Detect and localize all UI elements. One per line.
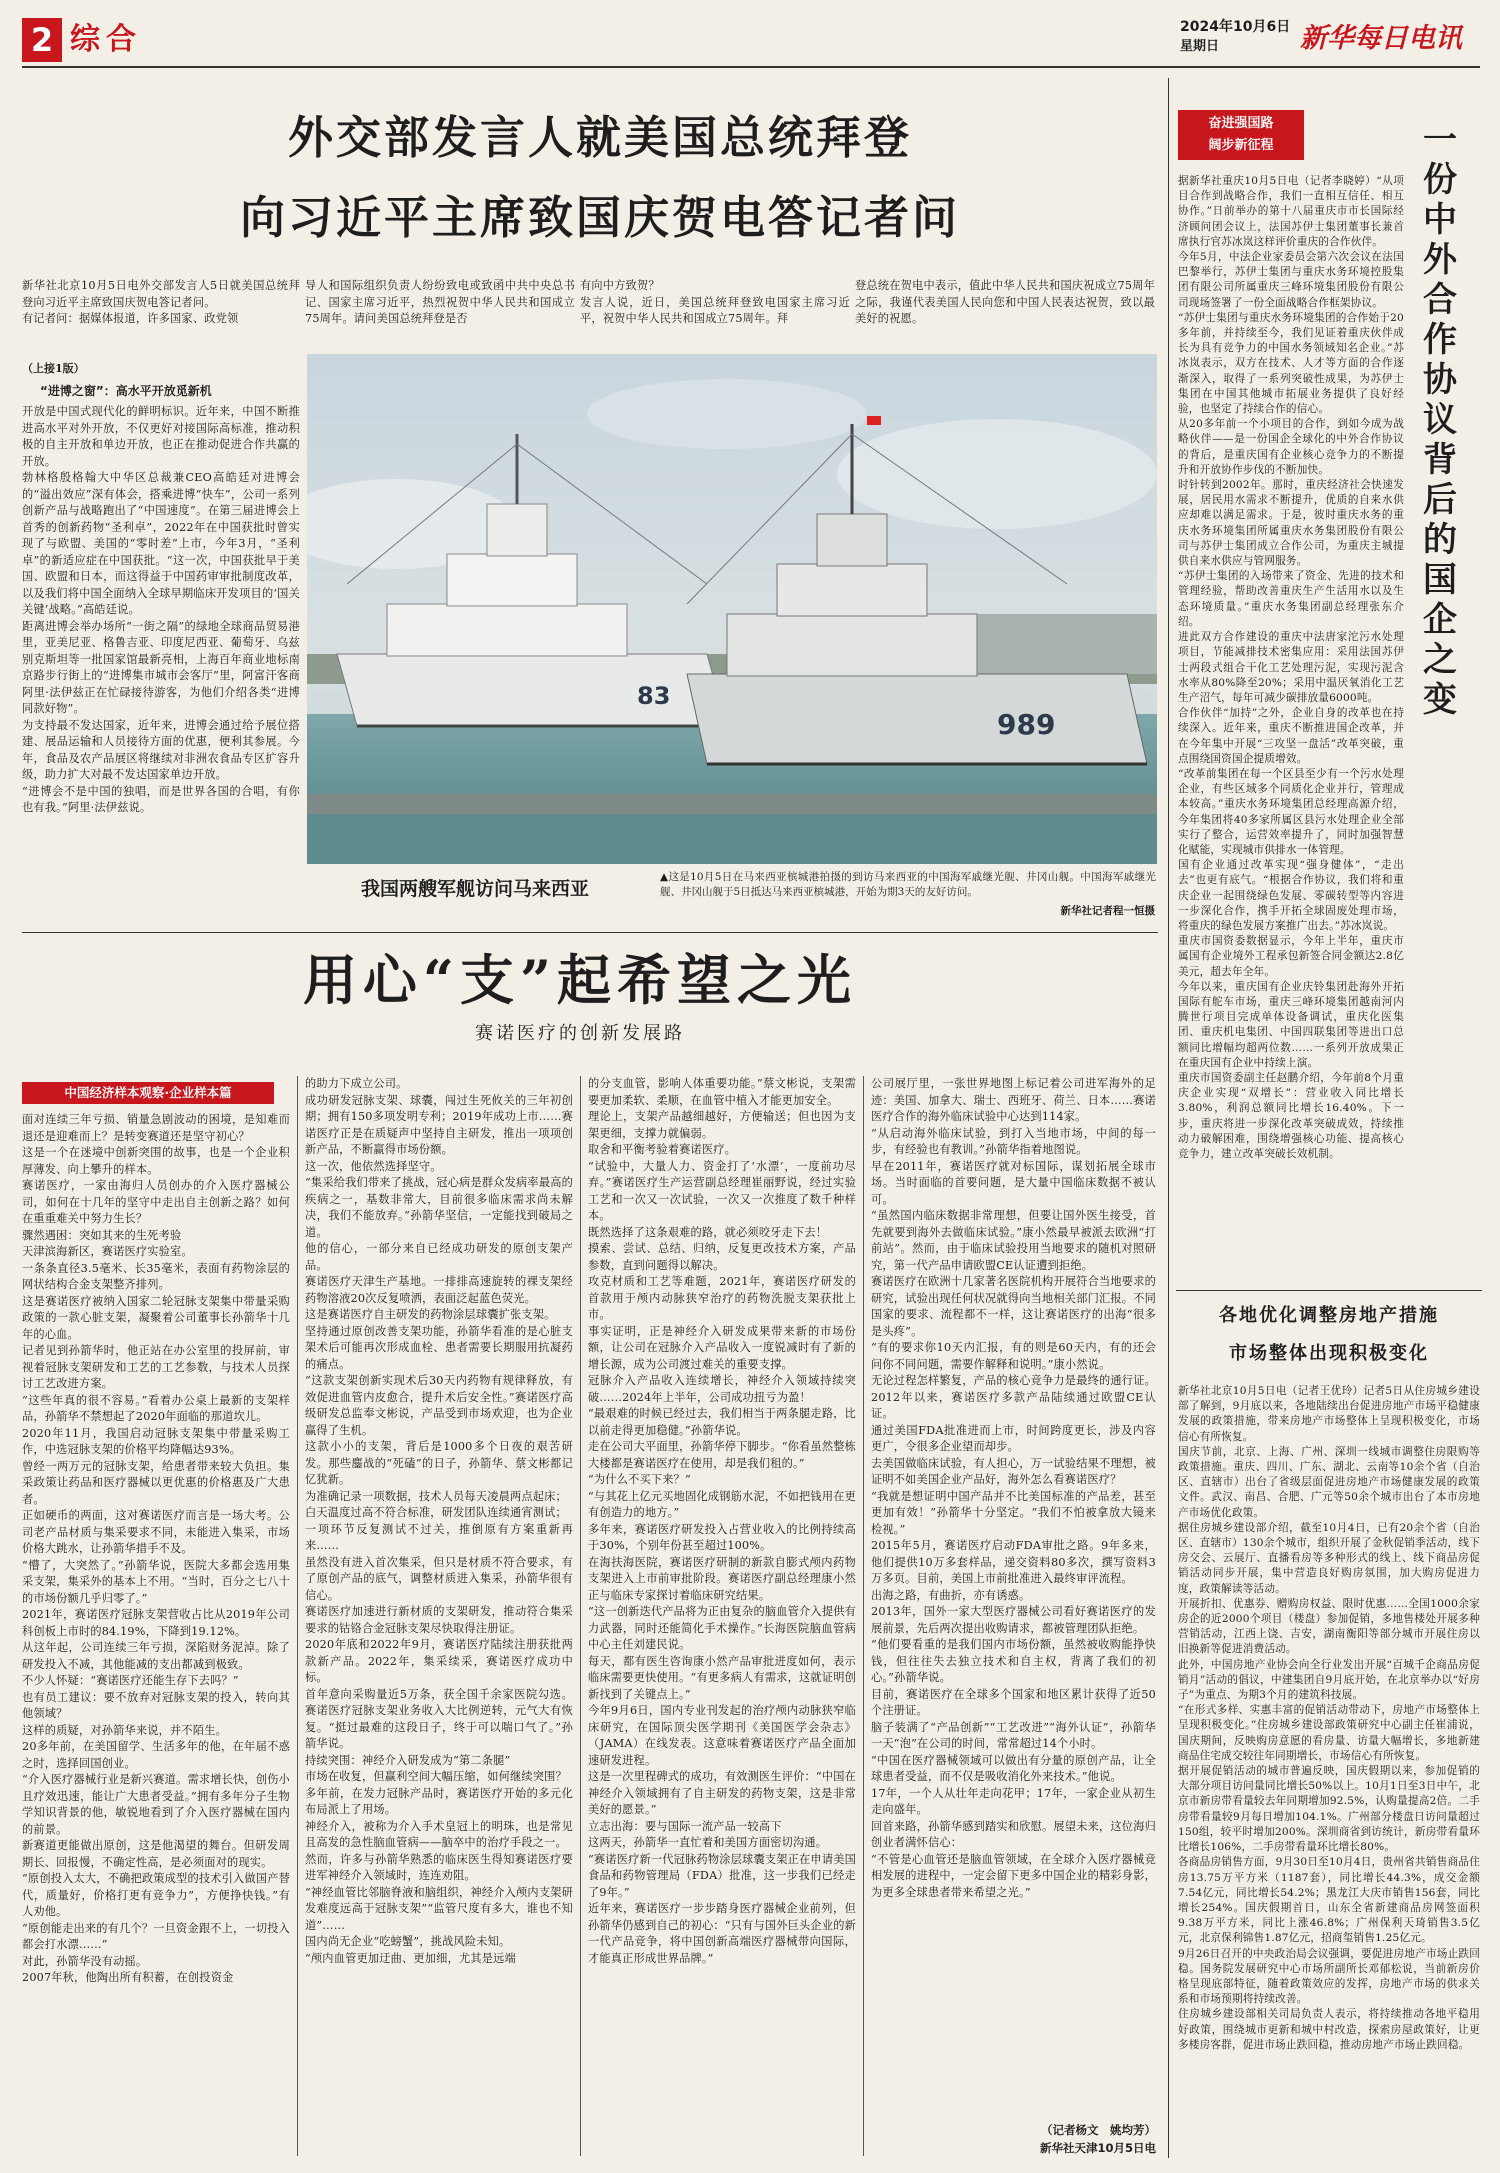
series-banner-line1: 奋进强国路 — [1208, 116, 1274, 131]
lead-body-col4: 登总统在贺电中表示，值此中华人民共和国庆祝成立75周年之际，我谨代表美国人民向您和中国人民表达祝贺，致以最美好的祝愿。 — [855, 279, 1155, 325]
right-story2-headline-line2: 市场整体出现积极变化 — [1229, 1343, 1429, 1364]
feature-headline: 用心“支”起希望之光 — [302, 948, 858, 1012]
photo-title: 我国两艘军舰访问马来西亚 — [360, 878, 589, 900]
right-story1-headline: 一份中外合作协议背后的国企之变 — [1423, 120, 1457, 720]
warship-photo — [307, 354, 1157, 864]
lead-headline-line1: 外交部发言人就美国总统拜登 — [287, 111, 912, 164]
left-story-heading: “进博之窗”：高水平开放觅新机 — [40, 384, 212, 398]
right-column-rule — [1168, 78, 1169, 2158]
continued-from-page1: （上接1版） — [22, 362, 85, 375]
photo-caption: ▲这是10月5日在马来西亚槟城港拍摄的到访马来西亚的中国海军戚继光舰、井冈山舰。中国海军戚继光舰、井冈山舰于5日抵达马来西亚槟城港，开始为期3天的友好访问。 — [660, 871, 1156, 898]
feature-body-col3: 的分支血管，影响人体重要功能。”蔡文彬说，支架需要更加柔软、柔顺，在血管中植入才能更加安全。 理论上，支架产品越细越好，方便输送；但也因为支架更细，支撑力就偏弱。 取舍和平衡考验着赛诺医疗。 “试验中，大量人力、资金打了‘水漂’，一度前功尽弃。”赛诺医疗生产运营副总经理崔丽野说，经过实验工艺和一次又一次试验，一次又一次推度了数千种样本。 既然选择了这条艰难的路，就必须咬牙走下去！ 摸索、尝试、总结、归纳，反复更改技术方案，产品参数，直到问题得以解决。 攻克材质和工艺等难题，2021年，赛诺医疗研发的首款用于颅内动脉狭窄治疗的药物洗脱支架获批上市。 事实证明，正是神经介入研发成果带来新的市场份额，让公司在冠脉介入产品收入一度锐减时有了新的增长源，成为公司渡过难关的重要支撑。 冠脉介入产品收入连续增长，神经介入领域持续突破……2024年上半年，公司成功扭亏为盈！ “最艰难的时候已经过去，我们相当于两条腿走路，比以前走得更加稳健。”孙箭华说。 走在公司大平面里，孙箭华停下脚步。“你看虽然整栋大楼都是赛诺医疗在使用，却是我们租的。” “为什么不买下来？” “与其花上亿元买地固化成钢筋水泥，不如把钱用在更有创造力的地方。” 多年来，赛诺医疗研发投入占营业收入的比例持续高于30%，个别年份甚至超过100%。 在海扶海医院，赛诺医疗研制的新款自膨式颅内药物支架进入上市前审批阶段。赛诺医疗副总经理康小然正与临床专家探讨着临床研究结果。 “这一创新迭代产品将为正由复杂的脑血管介入提供有力武器，同时还能简化手术操作。”长海医院脑血管病中心主任刘建民说。 每天，都有医生咨询康小然产品审批进度如何，表示临床需要更快使用。“有更多病人有需求，这就证明创新找到了关键点上。” 今年9月6日，国内专业刊发起的治疗颅内动脉狭窄临床研究，在国际顶尖医学期刊《美国医学会杂志》（JAMA）在线发表。这意味着赛诺医疗产品全面加速研发进程。 这是一次里程碑式的成功，有效测医生评价：“中国在神经介入领域拥有了自主研发的药物支架，这是非常美好的愿景。” 立志出海：要与国际一流产品一较高下 这两天，孙箭华一直忙着和美国方面密切沟通。 “赛诺医疗新一代冠脉药物涂层球囊支架正在申请美国食品和药物管理局（FDA）批准，这一步我们已经走了9年。” 近年来，赛诺医疗一步步踏身医疗器械企业前列，但孙箭华仍感到自己的初心：“只有与国外巨头企业的新一代产品竞争，将中国创新高端医疗器械带向国际，才能真正形成世界品牌。” — [588, 1077, 856, 1965]
masthead-date: 2024年10月6日 — [1180, 19, 1291, 35]
feature-body-col4: 公司展厅里，一张世界地图上标记着公司进军海外的足迹：美国、加拿大、瑞士、西班牙、荷兰、日本……赛诺医疗合作的海外临床试验中心达到114家。 “从启动海外临床试验，到打入当地市场，中间的每一步，有经验也有教训。”孙箭华指着地图说。 早在2011年，赛诺医疗就对标国际，谋划拓展全球市场。当时面临的首要问题，是大量中国临床数据不被认可。 “虽然国内临床数据非常理想，但要让国外医生接受，首先就要到海外去做临床试验。”康小然最早被派去欧洲“打前站”。然而，由于临床试验投用当地要求的随机对照研究，第一代产品申请欧盟CE认证遭到拒绝。 赛诺医疗在欧洲十几家著名医院机构开展符合当地要求的研究，试验出现任何状况就得向当地相关部门汇报。不同国家的要求、流程都不一样，这让赛诺医疗的出海“很多是头疼”。 “有的要求你10天内汇报，有的则是60天内，有的还会问你不同问题，需要作解释和说明。”康小然说。 无论过程怎样繁复，产品的核心竞争力是最终的通行证。2012年以来，赛诺医疗多款产品陆续通过欧盟CE认证。 通过美国FDA批准进而上市，时间跨度更长，涉及内容更广，令很多企业望而却步。 去美国做临床试验，有人担心，万一试验结果不理想，被证明不如美国企业产品好，海外怎么看赛诺医疗？ “我就是想证明中国产品并不比美国标准的产品差，甚至更加有效！”孙箭华十分坚定。“我们不怕被拿放大镜来检视。” 2015年5月，赛诺医疗启动FDA审批之路。9年多来，他们提供10万多套样品，递交资料80多次，撰写资料3万多页。目前，美国上市前批准进入最终审评流程。 出海之路，有曲折，亦有诱惑。 2013年，国外一家大型医疗器械公司看好赛诺医疗的发展前景，先后两次提出收购请求，都被管理团队拒绝。 “他们要看重的是我们国内市场份额，虽然被收购能挣快钱，但往往失去独立技术和自主权，背离了我们的初心。”孙箭华说。 目前，赛诺医疗在全球多个国家和地区累计获得了近50个注册证。 脑子装满了“产品创新”“工艺改进”“海外认证”，孙箭华一天“泡”在公司的时间，常常超过14个小时。 “中国在医疗器械领域可以做出有分量的原创产品，让全球患者受益，而不仅是吸收消化外来技术。”他说。 17年，一个人从壮年走向花甲；17年，一家企业从初生走向盛年。 回首来路，孙箭华感到踏实和欣慰。展望未来，这位海归创业者满怀信心： “不管是心血管还是脑血管领域，在全球介入医疗器械竞相发展的进程中，一定会留下更多中国企业的精彩身影，为更多全球患者带来希望之光。” — [871, 1077, 1156, 1899]
hull-number-left: 83 — [637, 682, 671, 710]
section-divider — [22, 932, 1158, 933]
masthead-rule — [22, 66, 1480, 68]
lead-body-col3: 有向中方致贺？ 发言人说，近日，美国总统拜登致电国家主席习近平，祝贺中华人民共和国成立75周年。拜 — [580, 279, 850, 325]
feature-body-col1: 面对连续三年亏损、销量急剧波动的困境，是知难而退还是迎难而上？是转变赛道还是坚守初心？ 这是一个在迷境中创新突围的故事，也是一个企业积厚薄发、向上攀升的样本。 赛诺医疗，一家由海归人员创办的介入医疗器械公司，如何在十几年的坚守中走出自主创新之路？如何在重重难关中努力生长？ 骤然遇困：突如其来的生死考验 天津滨海新区，赛诺医疗实验室。 一条条直径3.5毫米、长35毫米，表面有药物涂层的网状结构合金支架整齐排列。 这是赛诺医疗被纳入国家二轮冠脉支架集中带量采购政策的一款心脏支架，凝聚着公司董事长孙箭华十几年的心血。 记者见到孙箭华时，他正站在办公室里的投屏前，审视着冠脉支架研发和工艺的工艺参数，与技术人员探讨工艺改进方案。 “这些年真的很不容易。”看着办公桌上最新的支架样品，孙箭华不禁想起了2020年面临的那道坎儿。 2020年11月，我国启动冠脉支架集中带量采购工作，中选冠脉支架的价格平均降幅达93%。 曾经一两万元的冠脉支架，给患者带来较大负担。集采政策让药品和医疗器械以更优惠的价格惠及广大患者。 正如硬币的两面，这对赛诺医疗而言是一场大考。公司老产品材质与集采要求不同，未能进入集采，市场价格大跳水，让孙箭华措手不及。 “懵了，大突然了。”孙箭华说，医院大多都会选用集采支架，集采外的基本上不用。“当时，百分之七八十的市场份额几乎归零了。” 2021年，赛诺医疗冠脉支架营收占比从2019年公司科创板上市时的84.19%，下降到19.12%。 从这年起，公司连续三年亏损，深陷财务泥淖。除了研发投入不减，其他能减的支出都减到极致。 不少人怀疑：“赛诺医疗还能生存下去吗？” 也有员工建议：要不放弃对冠脉支架的投入，转向其他领域？ 这样的质疑，对孙箭华来说，并不陌生。 20多年前，在美国留学、生活多年的他，在年届不惑之时，选择回国创业。 “介入医疗器械行业是新兴赛道。需求增长快，创伤小且疗效迅速，能让广大患者受益。”拥有多年分子生物学知识背景的他，敏锐地看到了介入医疗器械在国内的前景。 新赛道更能做出原创，这是他渴望的舞台。但研发周期长、回报慢，不确定性高，是必须面对的现实。 “原创投入太大，不确把政策成型的技术引入做国产替代，质量好，价格打更有竞争力”，方便挣快钱。”有人劝他。 “原创能走出来的有几个？一旦资金跟不上，一切投入都会打水漂……” 对此，孙箭华没有动摇。 2007年秋，他陶出所有积蓄，在创投资金 — [22, 1113, 290, 1984]
lead-body-col2: 导人和国际组织负责人纷纷致电或致函中共中央总书记、国家主席习近平，热烈祝贺中华人民共和国成立75周年。请问美国总统拜登是否 — [305, 279, 575, 325]
lead-body-col1: 新华社北京10月5日电外交部发言人5日就美国总统拜登向习近平主席致国庆贺电答记者问。 有记者问：据媒体报道，许多国家、政党领 — [22, 279, 300, 325]
left-story-body: 开放是中国式现代化的鲜明标识。近年来，中国不断推进高水平对外开放，不仅更好对接国际高标准，推动积极的自主开放和单边开放，也正在推动促进合作共赢的开放。 勃林格殷格翰大中华区总裁兼CEO高皓廷对进博会的“溢出效应”深有体会，搭乘进博“快车”，公司一系列创新产品与战略跑出了“中国速度”。在第三届进博会上首秀的创新药物“圣利卓”，2022年在中国获批时曾实现了与欧盟、美国的“零时差”上市，今年3月，“圣利卓”的新适应症在中国获批。“这一次，中国获批早于美国、欧盟和日本，而这得益于中国药审审批制度改革，以及我们将中国全面纳入全球早期临床开发项目的‘国关关键’战略。”高皓廷说。 距离进博会举办场所“一街之隔”的绿地全球商品贸易港里，亚美尼亚、格鲁吉亚、印度尼西亚、葡萄牙、乌兹别克斯坦等一批国家馆最新亮相，上海百年商业地标南京路步行街上的“进博集市城市会客厅”里，阿富汗客商阿里·法伊兹正在忙碌接待游客，为他们介绍各类“进博同款好物”。 为支持最不发达国家，近年来，进博会通过给予展位搭建、展品运输和人员接待方面的优惠，便利其参展。今年，食品及农产品展区将继续对非洲农食品专区扩容升级，助力扩大对最不发达国家单边开放。 “进博会不是中国的独唱，而是世界各国的合唱，有你也有我。”阿里·法伊兹说。 — [22, 405, 300, 814]
right-divider — [1176, 1290, 1482, 1291]
column-rule — [297, 1076, 298, 2156]
right-story2-body: 新华社北京10月5日电（记者王优玲）记者5日从住房城乡建设部了解到，9月底以来，各地陆续出台促进房地产市场平稳健康发展的政策措施，带来房地产市场整体上呈现积极变化，市场信心有所恢复。 国庆节前，北京、上海、广州、深圳一线城市调整住房限购等政策措施。重庆、四川、广东、湖北、云南等10余个省（自治区、直辖市）出台了省级层面促进房地产市场健康发展的政策文件。武汉、南昌、合肥、广元等50余个城市出台了本市房地产市场优化政策。 据住房城乡建设部介绍，截至10月4日，已有20余个省（自治区、直辖市）130余个城市，组织开展了金秋促销季活动，线下房交会、云展厅、直播看房等多种形式的线上、线下商品房促销活动同步开展，集中营造良好购房氛围，加大购房促进力度，政策解读等活动。 开展折扣、优惠券、赠购房权益、限时优惠……全国1000余家房企的近2000个项目（楼盘）参加促销，多地售楼处开展多种营销活动，江西上饶、吉安，湖南衡阳等部分城市开展住房以旧换新等促进消费活动。 此外，中国房地产业协会向全行业发出开展“百城千企商品房促销月”活动的倡议，中建集团自9月底开始，在北京举办以“好房子”为重点、为期3个月的建筑科技展。 “在形式多样、实惠丰富的促销活动带动下，房地产市场整体上呈现积极变化。”住房城乡建设部政策研究中心副主任崔浦说，国庆期间，反映购房意愿的看房量、访量大幅增长，多地新建商品住宅成交较往年同期增长，市场信心有所恢复。 据开展促销活动的城市普遍反映，国庆假期以来，参加促销的大部分项目访问量同比增长50%以上。10月1日至3日中午，北京市新房带看量较去年同期增加92.5%，认购量提高2倍。二手房带看量较9月每日增加104.1%。广州部分楼盘日访问量超过150组，较平时增加200%。深圳商省到访统计，新房带看量环比增长106%，二手房带看量环比增长80%。 各商品房销售方面，9月30日至10月4日，贵州省共销售商品住房13.75万平方米（1187套），同比增长44.3%，成交金额7.54亿元，同比增长54.2%；黑龙江大庆市销售156套，同比增长254%。国庆假期首日，山东全省新建商品房网签面积9.38万平方米，同比上涨46.8%；广州保利天琦销售3.5亿元，北京保利锦售1.87亿元，招商玺销售1.25亿元。 9月26日召开的中央政治局会议强调，要促进房地产市场止跌回稳。国务院发展研究中心市场所副所长邓郁松说，当前新房价格呈现底部特征，随着政策效应的发挥，房地产市场的供求关系和市场预期将持续改善。 住房城乡建设部相关司局负责人表示，将持续推动各地平稳用好政策，围绕城市更新和城中村改造，探索房屋政策好，让更多楼房客群，促进市场止跌回稳，推动房地产市场止跌回稳。 — [1178, 1385, 1480, 2051]
column-rule — [863, 1076, 864, 2156]
column-rule — [580, 1076, 581, 2156]
series-banner — [1178, 110, 1304, 160]
page-number-box: 2 — [22, 18, 62, 62]
newspaper-brand: 新华每日电讯 — [1300, 23, 1462, 54]
photo-credit: 新华社记者程一恒摄 — [1060, 905, 1155, 917]
series-banner-line2: 阔步新征程 — [1208, 138, 1274, 153]
feature-body-col2: 的助力下成立公司。 成功研发冠脉支架、球囊，闯过生死攸关的三年初创期；拥有150多项发明专利；2019年成功上市……赛诺医疗正是在质疑声中坚持自主研发，推出一项项创新产品，不断赢得市场份额。 这一次，他依然选择坚守。 “集采给我们带来了挑战，冠心病是群众发病率最高的疾病之一，基数非常大，目前很多临床需求尚未解决，我们不能放弃。”孙箭华坚信，一定能找到破局之道。 他的信心，一部分来自已经成功研发的原创支架产品。 赛诺医疗天津生产基地。一排排高速旋转的裸支架经药物溶液20次反复喷洒，表面泛起蓝色荧光。 这是赛诺医疗自主研发的药物涂层球囊扩张支架。 坚持通过原创改善支架功能，孙箭华看准的是心脏支架术后可能再次形成血栓、患者需要长期服用抗凝药的痛点。 “这款支架创新实现术后30天内药物有规律释放，有效促进血管内皮愈合，提升术后安全性。”赛诺医疗高级研发总监奉文彬说，产品受到市场欢迎，也为企业赢得了生机。 这款小小的支架，背后是1000多个日夜的艰苦研发。那些鏖战的“死磕”的日子，孙箭华、蔡文彬都记忆犹新。 为准确记录一项数据，技术人员每天凌晨两点起床； 白天温度过高不符合标准，研发团队连续通宵测试； 一项环节反复测试不过关，推倒原有方案重新再来…… 虽然没有进入首次集采，但只是材质不符合要求，有了原创产品的底气，调整材质进入集采，孙箭华很有信心。 赛诺医疗加速进行新材质的支架研发，推动符合集采要求的钴铬合金冠脉支架尽快取得注册证。 2020年底和2022年9月，赛诺医疗陆续注册获批两款新产品。2022年，集采续采，赛诺医疗成功中标。 首年意向采购量近5万条，获全国千余家医院勾选。赛诺医疗冠脉支架业务收入大比例逆转，元气大有恢复。“挺过最难的这段日子，终于可以喘口气了。”孙箭华说。 持续突围：神经介入研发成为“第二条腿” 市场在收复，但赢利空间大幅压缩，如何继续突围？ 多年前，在发力冠脉产品时，赛诺医疗开始的多元化布局派上了用场。 神经介入，被称为介入手术皇冠上的明珠，也是常见且高发的急性脑血管病——脑卒中的治疗手段之一。 然而，许多与孙箭华熟悉的临床医生得知赛诺医疗要进军神经介入领域时，连连劝阻。 “神经血管比邻脑脊液和脑组织，神经介入颅内支架研发难度远高于冠脉支架”“监管尺度有多大，谁也不知道”…… 国内尚无企业“吃螃蟹”，挑战风险未知。 “颅内血管更加迂曲、更加细，尤其是远端 — [305, 1077, 573, 1965]
feature-dateline: 新华社天津10月5日电 — [1039, 2141, 1156, 2155]
hull-number-right: 989 — [997, 708, 1056, 741]
masthead-weekday: 星期日 — [1180, 39, 1220, 54]
flag — [867, 416, 881, 425]
warships-illustration — [307, 354, 1157, 864]
feature-byline: （记者杨文 姚均芳） — [1041, 2123, 1156, 2137]
feature-column-label: 中国经济样本观察·企业样本篇 — [22, 1082, 274, 1104]
section-name: 综合 — [70, 22, 142, 57]
right-story2-headline-line1: 各地优化调整房地产措施 — [1219, 1305, 1439, 1326]
lead-headline-line2: 向习近平主席致国庆贺电答记者问 — [239, 191, 960, 244]
right-story1-body: 据新华社重庆10月5日电（记者李晓婷）“从项目合作到战略合作，我们一直相互信任、相互协作。”日前举办的第十八届重庆市市长国际经济顾问团会议上，法国苏伊士集团董事长兼首席执行官苏冰岚这样评价重庆的合作伙伴。 今年5月，中法企业家委员会第六次会议在法国巴黎举行，苏伊士集团与重庆水务环境控股集团有限公司所属重庆三峰环境集团股份有限公司现场签署了一份全面战略合作框架协议。 “苏伊士集团与重庆水务环境集团的合作始于20多年前，并持续至今，我们见证着重庆伙伴成长为具有竞争力的中国水务领域知名企业。”苏冰岚表示，双方在技术、人才等方面的合作逐渐深入，取得了一系列突破性成果，为苏伊士集团在中国其他城市拓展业务提供了良好经验，也坚定了持续合作的信心。 从20多年前一个小项目的合作，到如今成为战略伙伴——是一份国企全球化的中外合作协议的背后，是重庆国有企业核心竞争力的不断提升和开放协作步伐的不断加快。 时针转到2002年。那时，重庆经济社会快速发展，居民用水需求不断提升，优质的自来水供应却难以满足需求。于是，彼时重庆水务的重庆水务环境集团所属重庆水务集团股份有限公司与苏伊士集团成立合作公司，为重庆主城提供自来水供应与管网服务。 “苏伊士集团的入场带来了资金、先进的技术和管理经验，帮助改善重庆生产生活用水以及生态环境质量。”重庆水务集团副总经理张东介绍。 进此双方合作建设的重庆中法唐家沱污水处理项目，节能减排技术密集应用：采用法国苏伊士两段式组合干化工艺处理污泥，实现污泥含水率从80%降至20%；采用中温厌氧消化工艺生产沼气，每年可减少碳排放量6000吨。 合作伙伴“加持”之外，企业自身的改革也在持续深入。近年来，重庆不断推进国企改革，并在今年集中开展“三攻坚一盘活”改革突破，重点围绕国资国企提质增效。 “改革前集团在每一个区县至少有一个污水处理企业，有些区域多个同质化企业并行，管理成本较高。”重庆水务环境集团总经理高源介绍，今年集团将40多家所属区县污水处理企业全部实行了整合，运营效率提升了，同时加强智慧化赋能，实现城市供排水一体管理。 国有企业通过改革实现“强身健体”，“走出去”也更有底气。“根据合作协议，我们将和重庆企业一起围绕绿色发展、零碳转型等内容进一步深化合作，携手开拓全球固废处理市场，将重庆的绿色发展方案推广出去。”苏冰岚说。 重庆市国资委数据显示，今年上半年，重庆市属国有企业境外工程承包新签合同金额达2.8亿美元，超去年全年。 今年以来，重庆国有企业庆铃集团赴海外开拓国际有舵车市场，重庆三峰环境集团越南河内腾世行项目完成单体设备调试，重庆化医集团、重庆机电集团、中国四联集团等进出口总额同比增幅均超两位数……一系列开放成果正在重庆国有企业中持续上演。 重庆市国资委副主任赵鹏介绍，今年前8个月重庆企业实现“双增长”：营业收入同比增长3.80%，利润总额同比增长16.40%。下一步，重庆将进一步深化改革突破成效，持续推动力破解困难，围绕增强核心功能、提高核心竞争力，建立改革突破长效机制。 — [1178, 175, 1404, 1160]
feature-subtitle: 赛诺医疗的创新发展路 — [475, 1023, 685, 1044]
